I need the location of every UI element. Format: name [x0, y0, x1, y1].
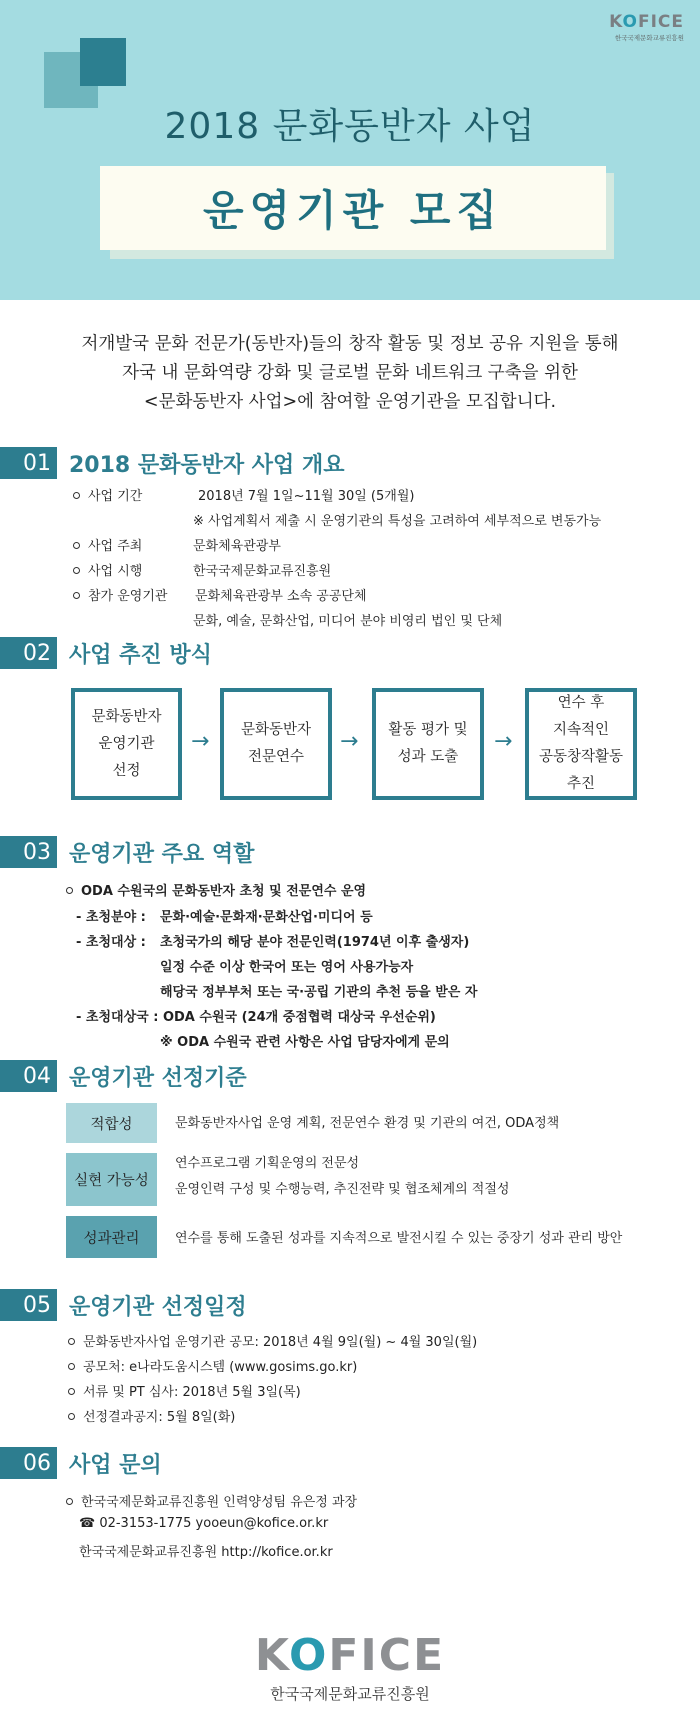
bullet-icon: [73, 567, 80, 574]
flow-step-3: 활동 평가 및 성과 도출: [372, 688, 484, 800]
role-target-value-1: 초청국가의 해당 분야 전문인력(1974년 이후 출생자): [160, 935, 470, 950]
main-title: 운영기관 모집: [202, 186, 504, 235]
overview-period: 사업 기간: [73, 485, 142, 504]
flow-step-2: 문화동반자 전문연수: [220, 688, 332, 800]
bullet-icon: [73, 542, 80, 549]
overview-org-value-1: 문화체육관광부 소속 공공단체: [195, 589, 367, 604]
flow-step-4: 연수 후 지속적인 공동창작활동 추진: [525, 688, 637, 800]
criteria-label-feasibility: 실현 가능성: [66, 1153, 157, 1206]
section-title: 사업 문의: [69, 1452, 162, 1478]
role-field-label: - 초청분야 :: [76, 910, 146, 925]
overview-period-note: ※ 사업계획서 제출 시 운영기관의 특성을 고려하여 세부적으로 변동가능: [193, 514, 602, 529]
arrow-right-icon: →: [340, 729, 359, 754]
schedule-item: 서류 및 PT 심사: 2018년 5월 3일(목): [68, 1381, 301, 1400]
section-number: 01: [0, 447, 57, 479]
intro-line-3: <문화동반자 사업>에 참여할 운영기관을 모집합니다.: [143, 392, 557, 412]
overview-org-value-2: 문화, 예술, 문화산업, 미디어 분야 비영리 법인 및 단체: [193, 614, 503, 629]
overview-org: 참가 운영기관: [73, 585, 167, 604]
bullet-icon: [73, 492, 80, 499]
bullet-icon: [68, 1413, 75, 1420]
schedule-item: 공모처: e나라도움시스템 (www.gosims.go.kr): [68, 1356, 357, 1375]
footer-logo-sub: 한국국제문화교류진흥원: [270, 1685, 430, 1703]
role-target-value-3: 해당국 정부부처 또는 국·공립 기관의 추천 등을 받은 자: [160, 985, 478, 1000]
role-target-value-2: 일정 수준 이상 한국어 또는 영어 사용가능자: [160, 960, 414, 975]
bullet-icon: [66, 1498, 73, 1505]
arrow-right-icon: →: [494, 729, 513, 754]
section-02-heading: [0, 637, 212, 669]
section-number: 05: [0, 1289, 57, 1321]
criteria-text-performance: 연수를 통해 도출된 성과를 지속적으로 발전시킬 수 있는 중장기 성과 관리 방안: [175, 1231, 623, 1246]
section-title: 운영기관 선정일정: [69, 1294, 247, 1320]
bullet-icon: [73, 592, 80, 599]
overview-host-value: 문화체육관광부: [193, 539, 281, 554]
criteria-label-suitability: 적합성: [66, 1103, 157, 1143]
contact-line-2: ☎ 02-3153-1775 yooeun@kofice.or.kr: [79, 1516, 329, 1531]
bullet-icon: [68, 1363, 75, 1370]
flow-step-1: 문화동반자 운영기관 선정: [71, 688, 182, 800]
section-06-heading: [0, 1447, 162, 1479]
decor-square-front: [80, 38, 126, 86]
overview-exec: 사업 시행: [73, 560, 142, 579]
intro-text: [0, 330, 700, 417]
role-country-note: ※ ODA 수원국 관련 사항은 사업 담당자에게 문의: [160, 1035, 450, 1050]
section-title: 운영기관 주요 역할: [69, 841, 255, 867]
contact-line-1: 한국국제문화교류진흥원 인력양성팀 유은정 과장: [66, 1491, 357, 1510]
section-04-heading: [0, 1060, 247, 1092]
section-03-heading: [0, 836, 254, 868]
section-number: 06: [0, 1447, 57, 1479]
section-01-heading: [0, 447, 344, 479]
criteria-label-performance: 성과관리: [66, 1216, 157, 1258]
role-country: - 초청대상국 : ODA 수원국 (24개 중점협력 대상국 우선순위): [76, 1010, 436, 1025]
section-title: 사업 추진 방식: [69, 642, 212, 668]
kofice-logo-footer: KOFICE 한국국제문화교류진흥원: [0, 1630, 700, 1704]
section-number: 02: [0, 637, 57, 669]
section-number: 04: [0, 1060, 57, 1092]
year-title: 2018 문화동반자 사업: [164, 106, 536, 147]
section-number: 03: [0, 836, 57, 868]
intro-line-2: 자국 내 문화역량 강화 및 글로벌 문화 네트워크 구축을 위한: [122, 363, 578, 383]
arrow-right-icon: →: [191, 729, 210, 754]
intro-line-1: 저개발국 문화 전문가(동반자)들의 창작 활동 및 정보 공유 지원을 통해: [81, 334, 619, 354]
section-05-heading: [0, 1289, 247, 1321]
role-field-value: 문화·예술·문화재·문화산업·미디어 등: [160, 910, 373, 925]
criteria-text-feasibility: 연수프로그램 기획운영의 전문성 운영인력 구성 및 수행능력, 추진전략 및 협조체계의 적절성: [175, 1156, 510, 1197]
bullet-icon: [66, 887, 73, 894]
contact-line-3: 한국국제문화교류진흥원 http://kofice.or.kr: [79, 1545, 333, 1560]
section-title: 2018 문화동반자 사업 개요: [69, 452, 345, 478]
role-target-label: - 초청대상 :: [76, 935, 146, 950]
schedule-item: 문화동반자사업 운영기관 공모: 2018년 4월 9일(월) ~ 4월 30일(월): [68, 1331, 477, 1350]
overview-host: 사업 주최: [73, 535, 142, 554]
schedule-item: 선정결과공지: 5월 8일(화): [68, 1406, 235, 1425]
logo-sub-text: 한국국제문화교류진흥원: [614, 34, 684, 42]
header-banner: [0, 0, 700, 300]
kofice-logo-top: KOFICE 한국국제문화교류진흥원: [609, 12, 684, 42]
bullet-icon: [68, 1338, 75, 1345]
criteria-text-suitability: 문화동반자사업 운영 계획, 전문연수 환경 및 기관의 여건, ODA정책: [175, 1116, 560, 1131]
main-title-box: [100, 166, 606, 250]
overview-exec-value: 한국국제문화교류진흥원: [193, 564, 332, 579]
overview-period-value: 2018년 7월 1일~11월 30일 (5개월): [198, 489, 415, 504]
role-main: ODA 수원국의 문화동반자 초청 및 전문연수 운영: [66, 880, 366, 899]
bullet-icon: [68, 1388, 75, 1395]
section-title: 운영기관 선정기준: [69, 1065, 247, 1091]
